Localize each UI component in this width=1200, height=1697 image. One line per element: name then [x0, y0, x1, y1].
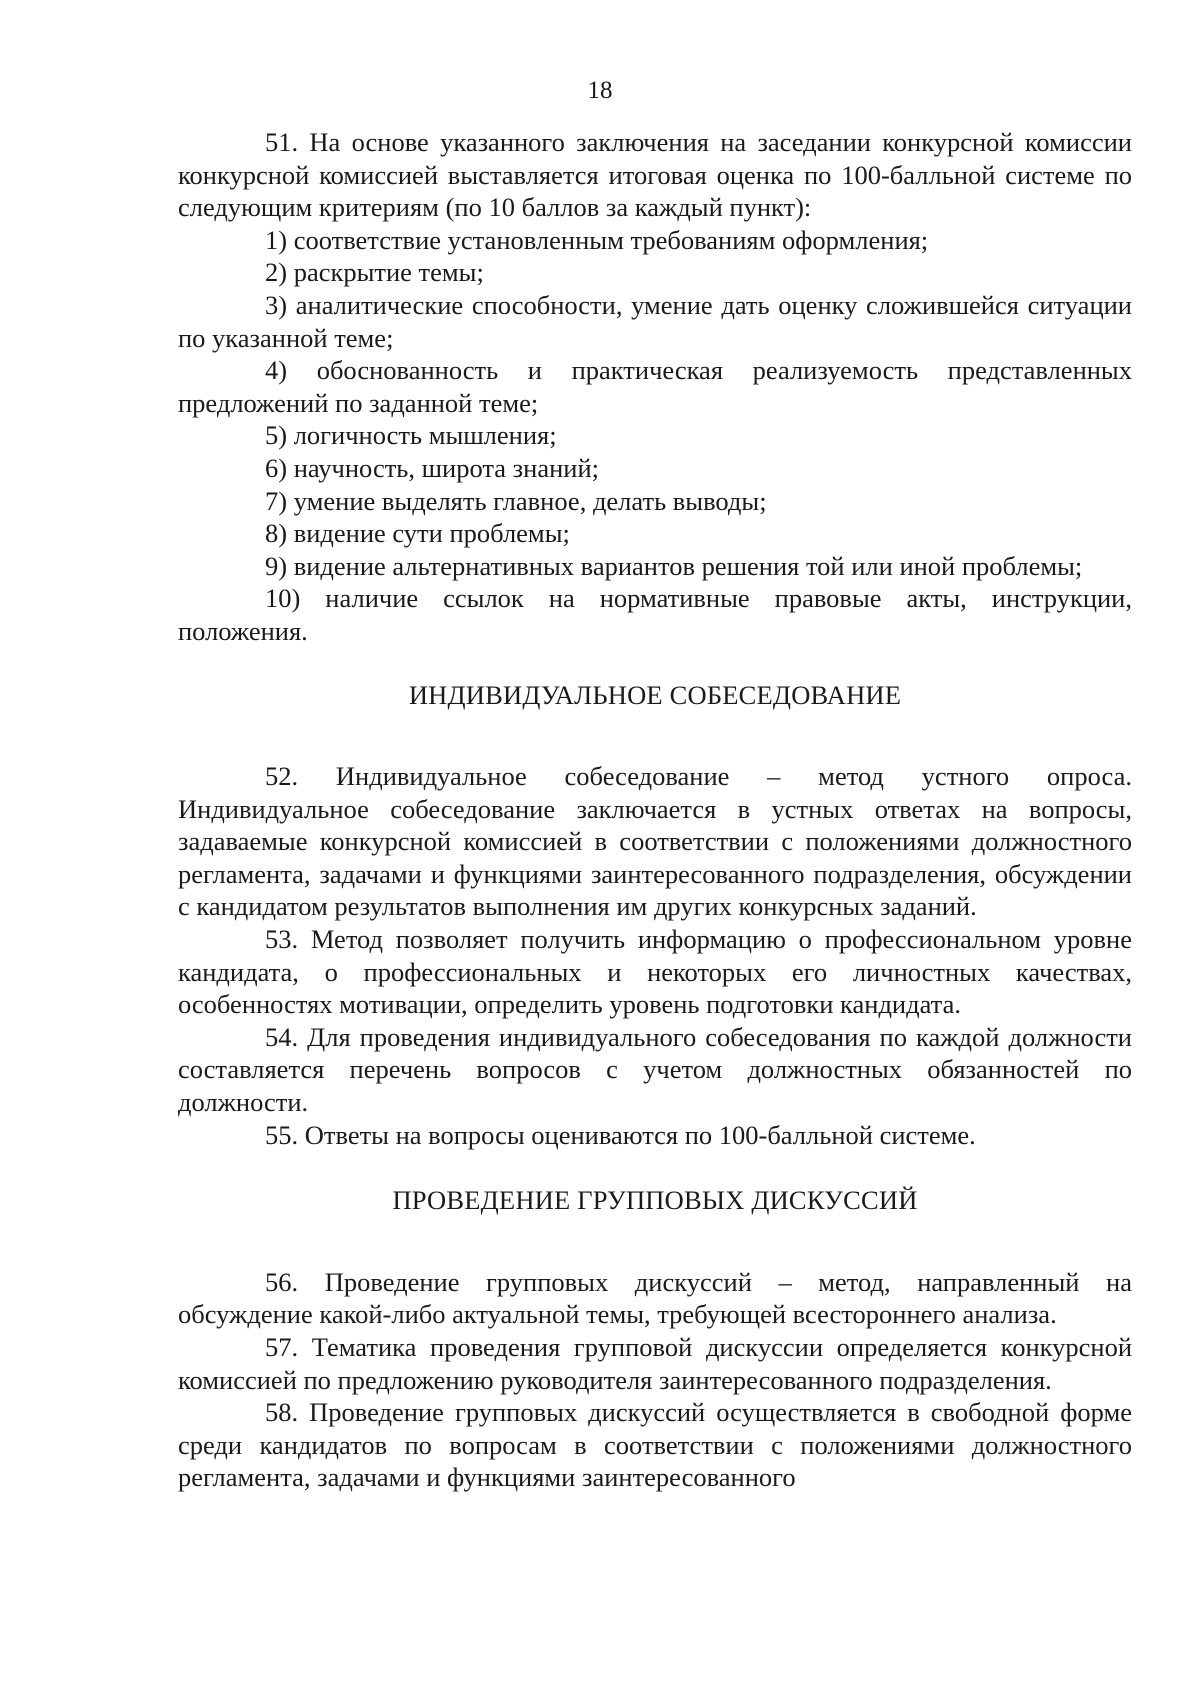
paragraph-57: 57. Тематика проведения групповой дискуссии определяется конкурсной комиссией по предложению руководителя заинтересованного подразделения. — [178, 1332, 1132, 1395]
criterion-3: 3) аналитические способности, умение дать оценку сложившейся ситуации по указанной теме; — [178, 289, 1132, 353]
paragraph-53: 53. Метод позволяет получить информацию о профессиональном уровне кандидата, о профессиональных и некоторых его личностных качествах, особенностях мотивации, определить уровень подготовки кандидата. — [178, 924, 1132, 1020]
criterion-5: 5) логичность мышления; — [265, 420, 557, 451]
paragraph-51: 51. На основе указанного заключения на заседании конкурсной комиссии конкурсной комиссией выставляется итоговая оценка по 100-балльной системе по следующим критериям (по 10 баллов за каждый пункт): — [178, 127, 1132, 223]
criterion-2: 2) раскрытие темы; — [265, 257, 484, 288]
paragraph-52: 52. Индивидуальное собеседование – метод устного опроса. Индивидуальное собеседование заключается в устных ответах на вопросы, задаваемые конкурсной комиссией в соответствии с положениями должностного регламента, задачами и функциями заинтересованного подразделения, обсуждении с кандидатом результатов выполнения им других конкурсных заданий. — [178, 761, 1132, 922]
criterion-4: 4) обоснованность и практическая реализуемость представленных предложений по заданной теме; — [178, 355, 1132, 418]
paragraph-56: 56. Проведение групповых дискуссий – метод, направленный на обсуждение какой-либо актуальной темы, требующей всестороннего анализа. — [178, 1266, 1132, 1330]
section-heading-interview: ИНДИВИДУАЛЬНОЕ СОБЕСЕДОВАНИЕ — [408, 679, 902, 710]
criterion-9: 9) видение альтернативных вариантов решения той или иной проблемы; — [265, 550, 1083, 581]
criterion-1: 1) соответствие установленным требованиям оформления; — [265, 224, 929, 255]
page-number: 18 — [587, 77, 613, 104]
criterion-8: 8) видение сути проблемы; — [265, 518, 570, 549]
criterion-6: 6) научность, широта знаний; — [265, 452, 599, 483]
criterion-10: 10) наличие ссылок на нормативные правовые акты, инструкции, положения. — [178, 583, 1132, 646]
document-body — [178, 126, 1132, 1494]
criterion-7: 7) умение выделять главное, делать выводы; — [265, 485, 767, 516]
paragraph-58: 58. Проведение групповых дискуссий осуществляется в свободной форме среди кандидатов по вопросам в соответствии с положениями должностного регламента, задачами и функциями заинтересованного — [178, 1397, 1132, 1493]
section-heading-group-discussions: ПРОВЕДЕНИЕ ГРУППОВЫХ ДИСКУССИЙ — [392, 1185, 918, 1216]
paragraph-55: 55. Ответы на вопросы оцениваются по 100-балльной системе. — [265, 1119, 976, 1150]
paragraph-54: 54. Для проведения индивидуального собеседования по каждой должности составляется перечень вопросов с учетом должностных обязанностей по должности. — [178, 1021, 1132, 1118]
